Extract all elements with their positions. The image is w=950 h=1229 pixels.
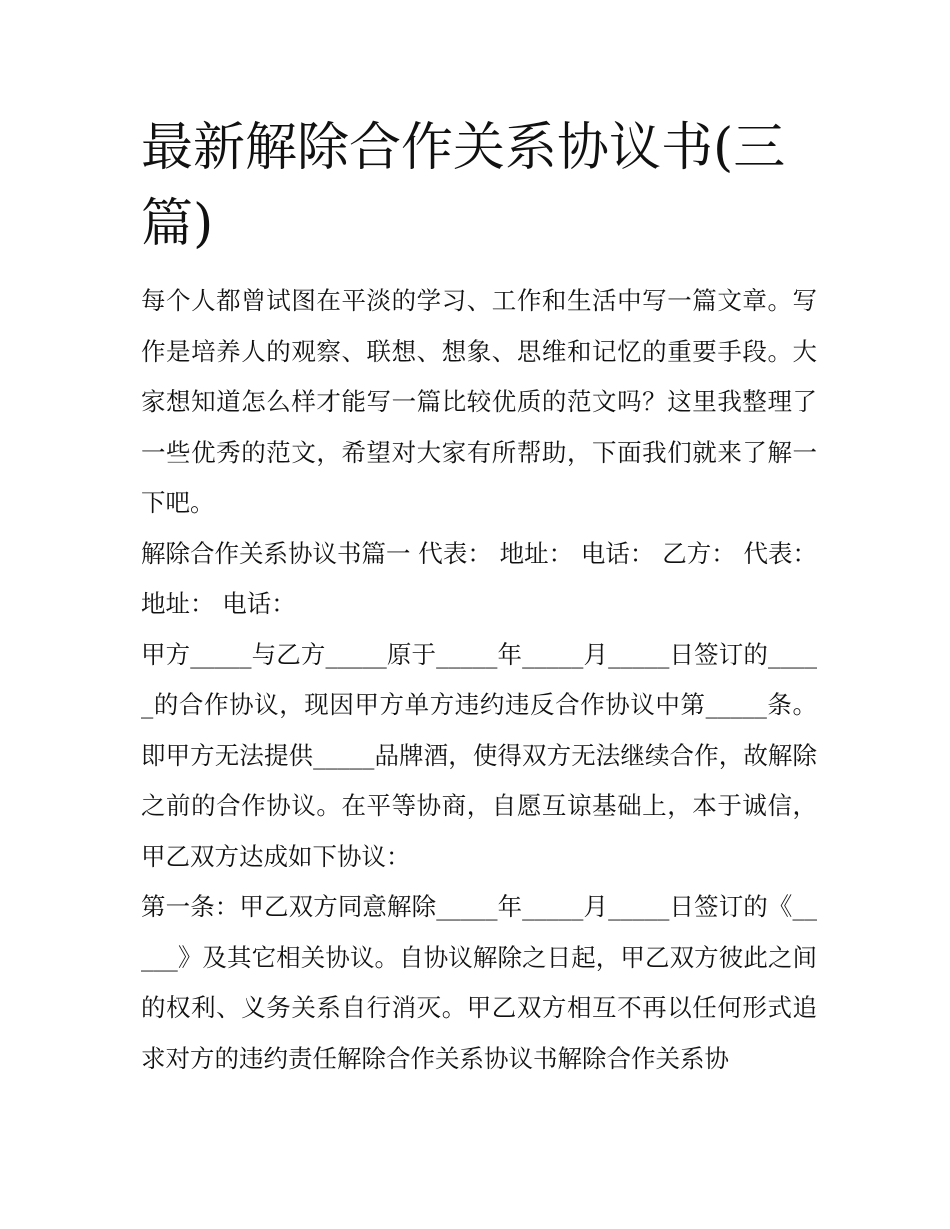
article-one-paragraph: 第一条：甲乙双方同意解除_____年_____月_____日签订的《_____》及其它相关协议。自协议解除之日起，甲乙双方彼此之间的权利、义务关系自行消灭。甲乙双方相互不再以任何形式追求对方的违约责任解除合作关系协议书解除合作关系协: [141, 892, 817, 1073]
agreement-preamble-paragraph: 甲方_____与乙方_____原于_____年_____月_____日签订的_____的合作协议，现因甲方单方违约违反合作协议中第_____条。即甲方无法提供_____品牌酒，使得双方无法继续合作，故解除之前的合作协议。在平等协商，自愿互谅基础上，本于诚信，甲乙双方达成如下协议：: [141, 639, 817, 871]
document-body: [141, 276, 817, 1084]
intro-paragraph: 每个人都曾试图在平淡的学习、工作和生活中写一篇文章。写作是培养人的观察、联想、想象、思维和记忆的重要手段。大家想知道怎么样才能写一篇比较优质的范文吗？这里我整理了一些优秀的范文，希望对大家有所帮助，下面我们就来了解一下吧。: [141, 286, 817, 517]
section-heading-paragraph: 解除合作关系协议书篇一 代表： 地址： 电话： 乙方： 代表： 地址： 电话：: [141, 538, 817, 618]
document-title: 最新解除合作关系协议书(三篇): [141, 118, 786, 254]
